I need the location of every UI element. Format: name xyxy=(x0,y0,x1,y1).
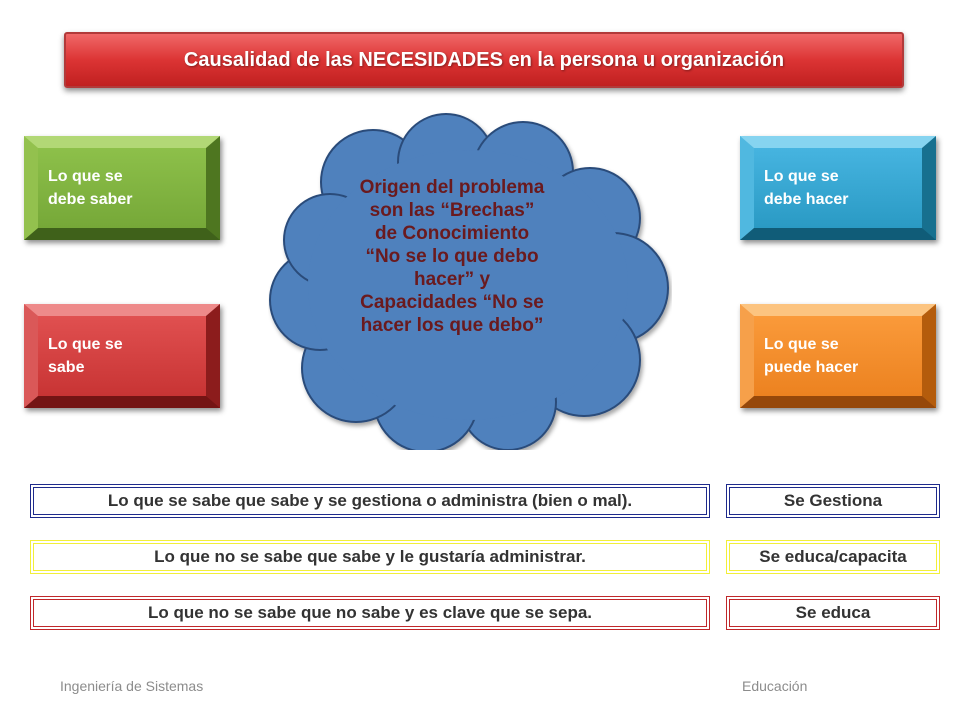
box-debe-saber-line1: Lo que se xyxy=(48,168,123,185)
title-banner xyxy=(64,32,904,88)
row-educa-description: Lo que no se sabe que no sabe y es clave que se sepa. xyxy=(30,596,710,630)
box-puede-hacer xyxy=(740,304,936,408)
cloud-line: son las “Brechas” xyxy=(369,200,535,221)
box-puede-hacer-line2: puede hacer xyxy=(764,359,859,376)
page-title: Causalidad de las NECESIDADES en la persona u organización xyxy=(183,48,785,71)
box-sabe-line2: sabe xyxy=(48,359,85,376)
box-debe-saber xyxy=(24,136,220,240)
cloud-line: Capacidades “No se xyxy=(360,292,544,313)
box-puede-hacer-line1: Lo que se xyxy=(764,336,839,353)
row-capacita-action: Se educa/capacita xyxy=(726,540,940,574)
box-debe-hacer-line2: debe hacer xyxy=(764,191,849,208)
cloud-line: de Conocimiento xyxy=(374,223,530,244)
box-debe-saber-line2: debe saber xyxy=(48,191,133,208)
box-sabe xyxy=(24,304,220,408)
footer-right: Educación xyxy=(742,678,808,694)
row-educa-action: Se educa xyxy=(726,596,940,630)
footer-left: Ingeniería de Sistemas xyxy=(60,678,204,694)
box-debe-hacer-line1: Lo que se xyxy=(764,168,839,185)
box-sabe-line1: Lo que se xyxy=(48,336,123,353)
row-capacita-description: Lo que no se sabe que sabe y le gustaría administrar. xyxy=(30,540,710,574)
box-debe-hacer xyxy=(740,136,936,240)
cloud-line: hacer” y xyxy=(413,269,491,290)
row-gestiona-description: Lo que se sabe que sabe y se gestiona o administra (bien o mal). xyxy=(30,484,710,518)
cloud-line: hacer los que debo” xyxy=(360,315,544,336)
row-gestiona-action: Se Gestiona xyxy=(726,484,940,518)
cloud-text xyxy=(316,176,588,337)
cloud-line: Origen del problema xyxy=(359,177,545,198)
cloud-line: “No se lo que debo xyxy=(365,246,539,267)
